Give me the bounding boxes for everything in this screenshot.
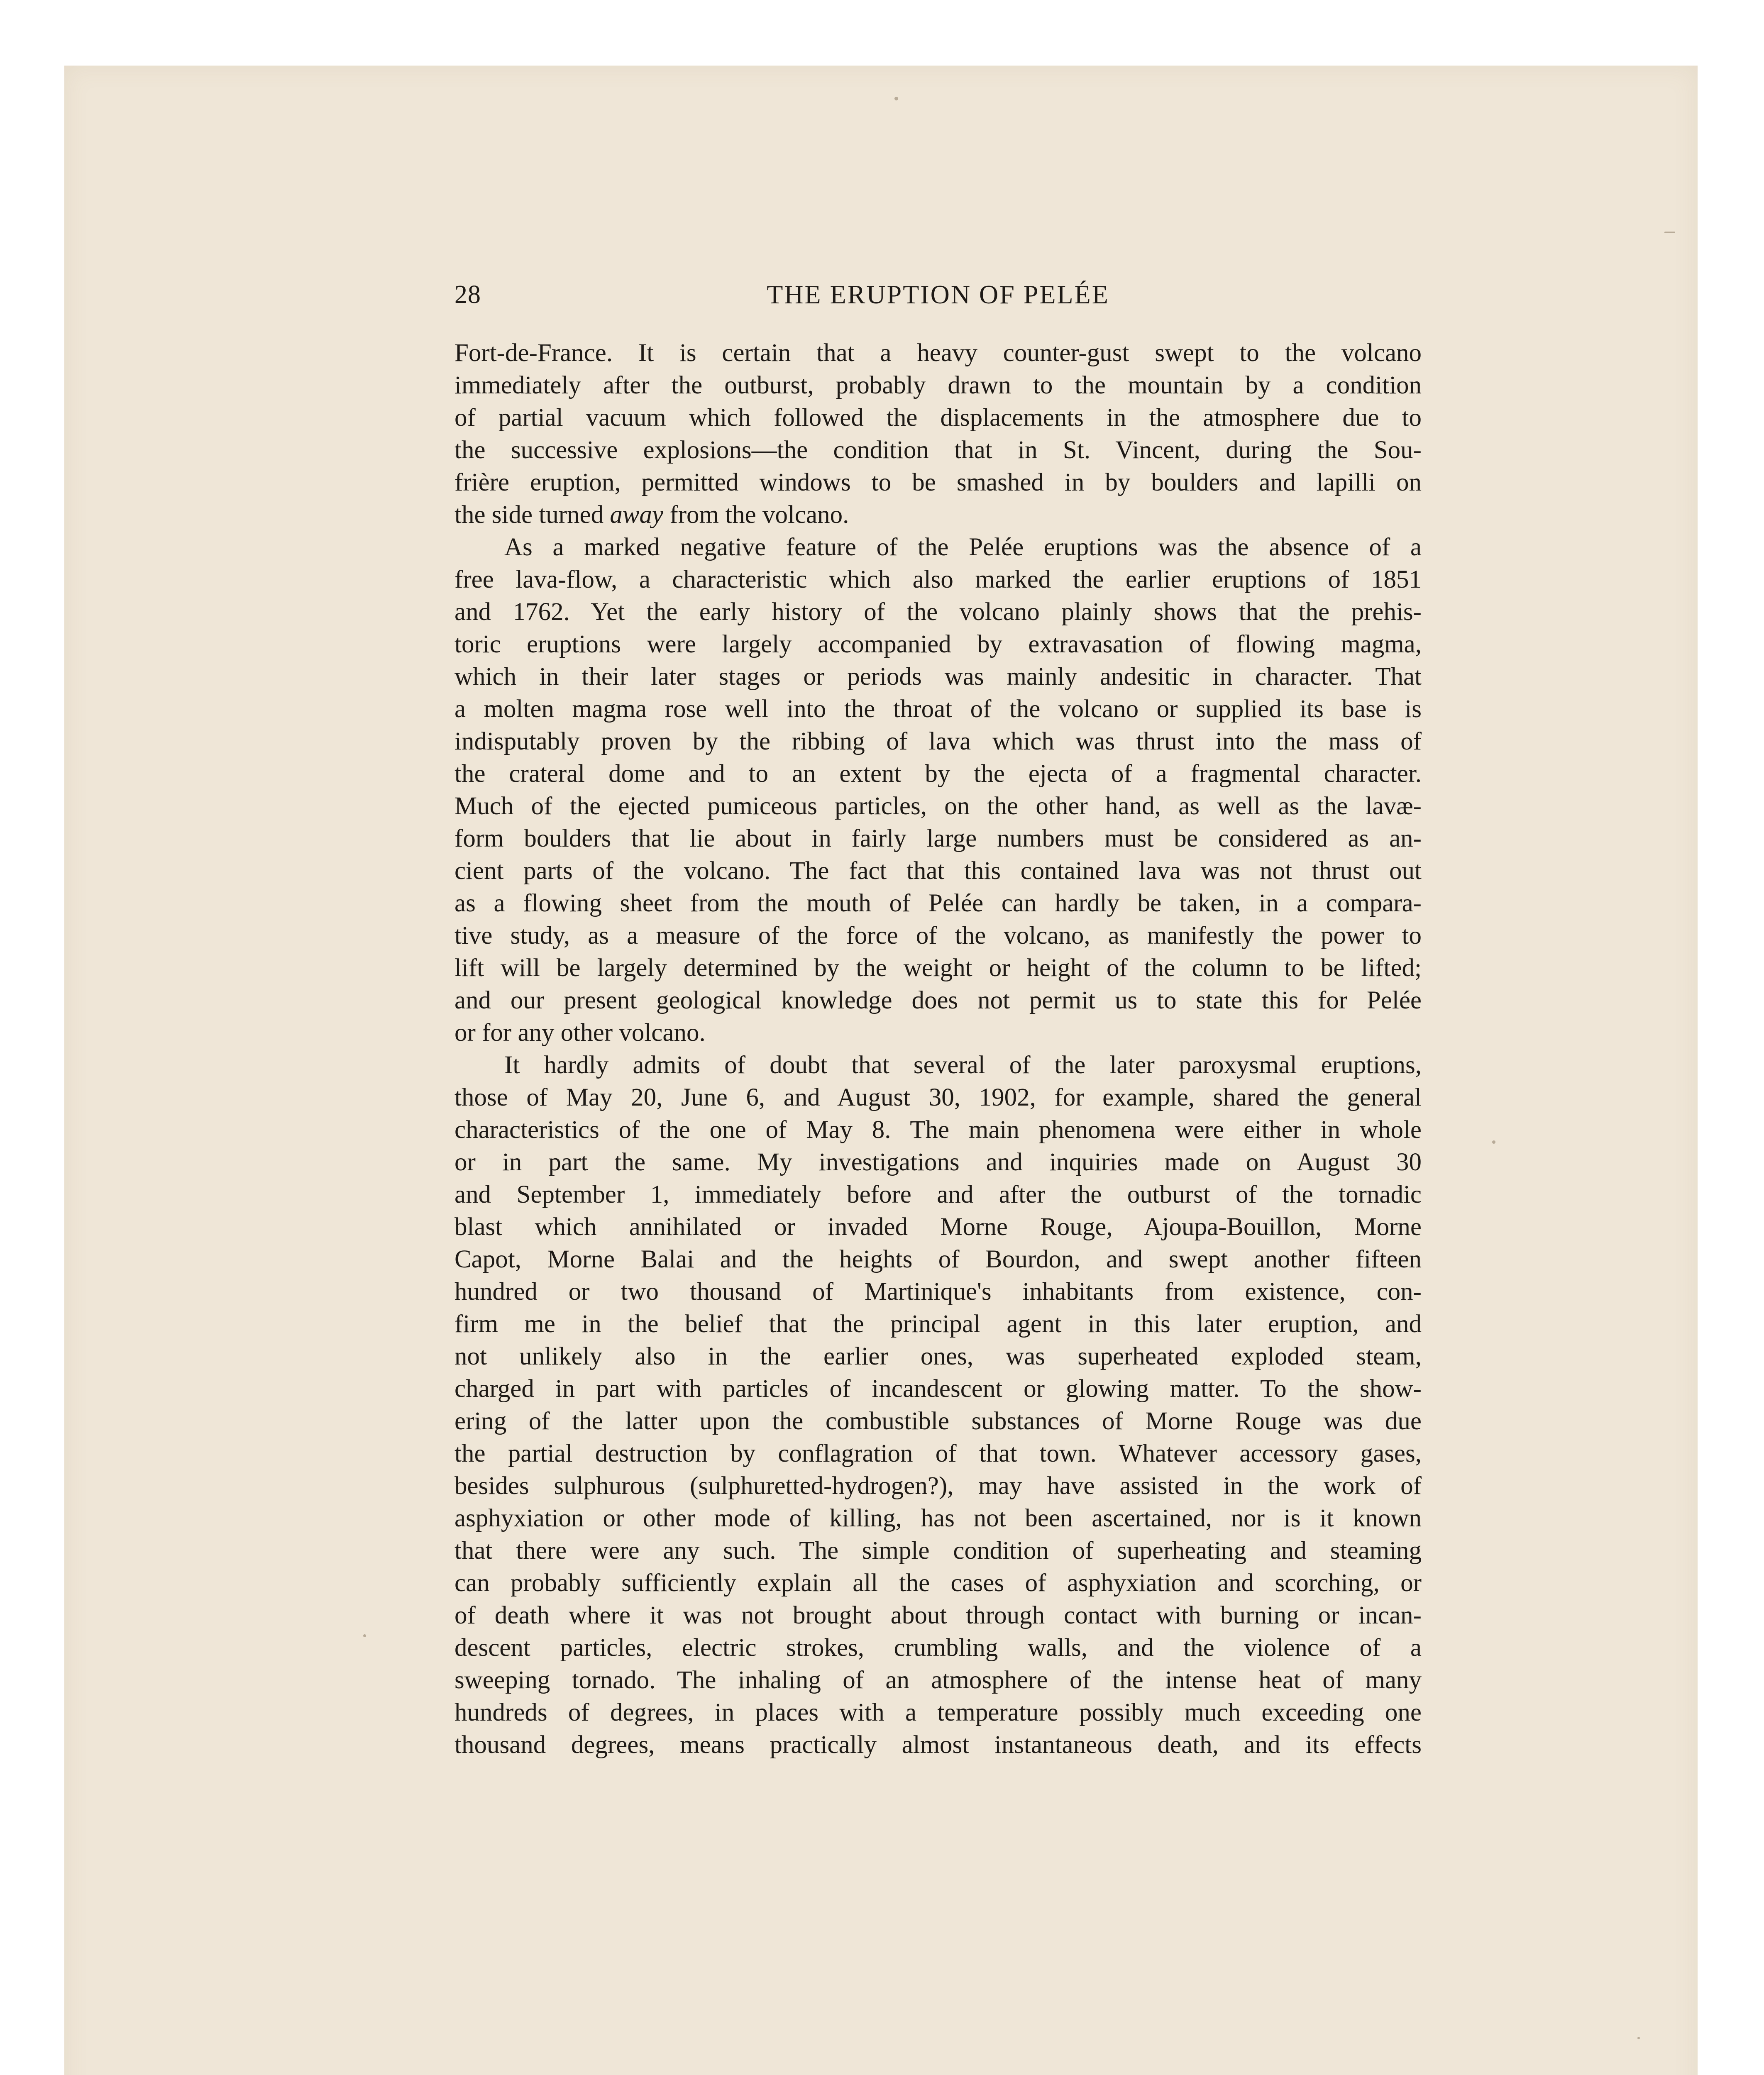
text-line: ering of the latter upon the combustible substances of Morne Rouge was due bbox=[454, 1407, 1422, 1435]
text-line: frière eruption, permitted windows to be smashed in by boulders and lapilli on bbox=[454, 469, 1422, 496]
text-line: blast which annihilated or invaded Morne Rouge, Ajoupa-Bouillon, Morne bbox=[454, 1213, 1422, 1241]
text-line: and 1762. Yet the early history of the volcano plainly shows that the prehis- bbox=[454, 598, 1422, 626]
text-line: characteristics of the one of May 8. The main phenomena were either in whole bbox=[454, 1116, 1422, 1144]
text-line: as a flowing sheet from the mouth of Pelée can hardly be taken, in a compara- bbox=[454, 889, 1422, 917]
page-number: 28 bbox=[454, 281, 481, 309]
text-line: the successive explosions—the condition that in St. Vincent, during the Sou- bbox=[454, 436, 1422, 464]
text-line: hundred or two thousand of Martinique's inhabitants from existence, con- bbox=[454, 1278, 1422, 1306]
paper-speck bbox=[1492, 1140, 1495, 1144]
text-line: the crateral dome and to an extent by the ejecta of a fragmental character. bbox=[454, 760, 1422, 788]
text-line: cient parts of the volcano. The fact that this contained lava was not thrust out bbox=[454, 857, 1422, 885]
text-line: form boulders that lie about in fairly large numbers must be considered as an- bbox=[454, 825, 1422, 852]
text-line: which in their later stages or periods was mainly andesitic in character. That bbox=[454, 663, 1422, 691]
paper-speck bbox=[363, 1634, 366, 1637]
text-line: firm me in the belief that the principal agent in this later eruption, and bbox=[454, 1310, 1422, 1338]
text-line: besides sulphurous (sulphuretted-hydrogen?), may have assisted in the work of bbox=[454, 1472, 1422, 1500]
text-line: or in part the same. My investigations and inquiries made on August 30 bbox=[454, 1148, 1422, 1176]
text-line: Fort-de-France. It is certain that a heavy counter-gust swept to the volcano bbox=[454, 339, 1422, 367]
text-line: and our present geological knowledge does not permit us to state this for Pelée bbox=[454, 986, 1422, 1014]
text-line: of death where it was not brought about through contact with burning or incan- bbox=[454, 1601, 1422, 1629]
text-line: a molten magma rose well into the throat of the volcano or supplied its base is bbox=[454, 695, 1422, 723]
text-line: immediately after the outburst, probably drawn to the mountain by a condition bbox=[454, 371, 1422, 399]
text-line: As a marked negative feature of the Pelée eruptions was the absence of a bbox=[504, 533, 1422, 561]
text-line: hundreds of degrees, in places with a temperature possibly much exceeding one bbox=[454, 1699, 1422, 1726]
text-line: those of May 20, June 6, and August 30, 1902, for example, shared the general bbox=[454, 1084, 1422, 1111]
text-line: tive study, as a measure of the force of the volcano, as manifestly the power to bbox=[454, 922, 1422, 950]
body-text bbox=[454, 337, 1422, 1761]
text-line: can probably sufficiently explain all the cases of asphyxiation and scorching, or bbox=[454, 1569, 1422, 1597]
text-line bbox=[454, 499, 1422, 531]
text-line: asphyxiation or other mode of killing, has not been ascertained, nor is it known bbox=[454, 1504, 1422, 1532]
text-line: thousand degrees, means practically almost instantaneous death, and its effects bbox=[454, 1731, 1422, 1759]
text-line: descent particles, electric strokes, crumbling walls, and the violence of a bbox=[454, 1634, 1422, 1662]
text-line: not unlikely also in the earlier ones, was superheated exploded steam, bbox=[454, 1343, 1422, 1370]
text-line: and September 1, immediately before and after the outburst of the tornadic bbox=[454, 1181, 1422, 1208]
text-line: sweeping tornado. The inhaling of an atmosphere of the intense heat of many bbox=[454, 1666, 1422, 1694]
text-line: indisputably proven by the ribbing of lava which was thrust into the mass of bbox=[454, 727, 1422, 755]
paper-speck bbox=[1637, 2037, 1640, 2039]
text-line: that there were any such. The simple condition of superheating and steaming bbox=[454, 1537, 1422, 1565]
text-line: or for any other volcano. bbox=[454, 1019, 706, 1047]
text-line: free lava-flow, a characteristic which also marked the earlier eruptions of 1851 bbox=[454, 566, 1422, 593]
paper-speck bbox=[894, 97, 898, 100]
text-line: charged in part with particles of incandescent or glowing matter. To the show- bbox=[454, 1375, 1422, 1403]
text-line: of partial vacuum which followed the displacements in the atmosphere due to bbox=[454, 404, 1422, 432]
paragraph bbox=[454, 531, 1422, 1049]
emphasis-text: away bbox=[610, 501, 664, 529]
text-run: from the volcano. bbox=[663, 501, 849, 529]
paragraph bbox=[454, 337, 1422, 531]
running-header bbox=[454, 276, 1422, 313]
paper-speck bbox=[1664, 232, 1675, 233]
running-title: THE ERUPTION OF PELÉE bbox=[767, 280, 1109, 309]
text-line: lift will be largely determined by the weight or height of the column to be lifted; bbox=[454, 954, 1422, 982]
text-line: Much of the ejected pumiceous particles, on the other hand, as well as the lavæ- bbox=[454, 792, 1422, 820]
paragraph bbox=[454, 1049, 1422, 1761]
text-line: toric eruptions were largely accompanied by extravasation of flowing magma, bbox=[454, 630, 1422, 658]
text-line: the partial destruction by conflagration of that town. Whatever accessory gases, bbox=[454, 1440, 1422, 1467]
text-line: It hardly admits of doubt that several of the later paroxysmal eruptions, bbox=[504, 1051, 1422, 1079]
text-run: the side turned bbox=[454, 501, 610, 529]
text-line: Capot, Morne Balai and the heights of Bourdon, and swept another fifteen bbox=[454, 1245, 1422, 1273]
